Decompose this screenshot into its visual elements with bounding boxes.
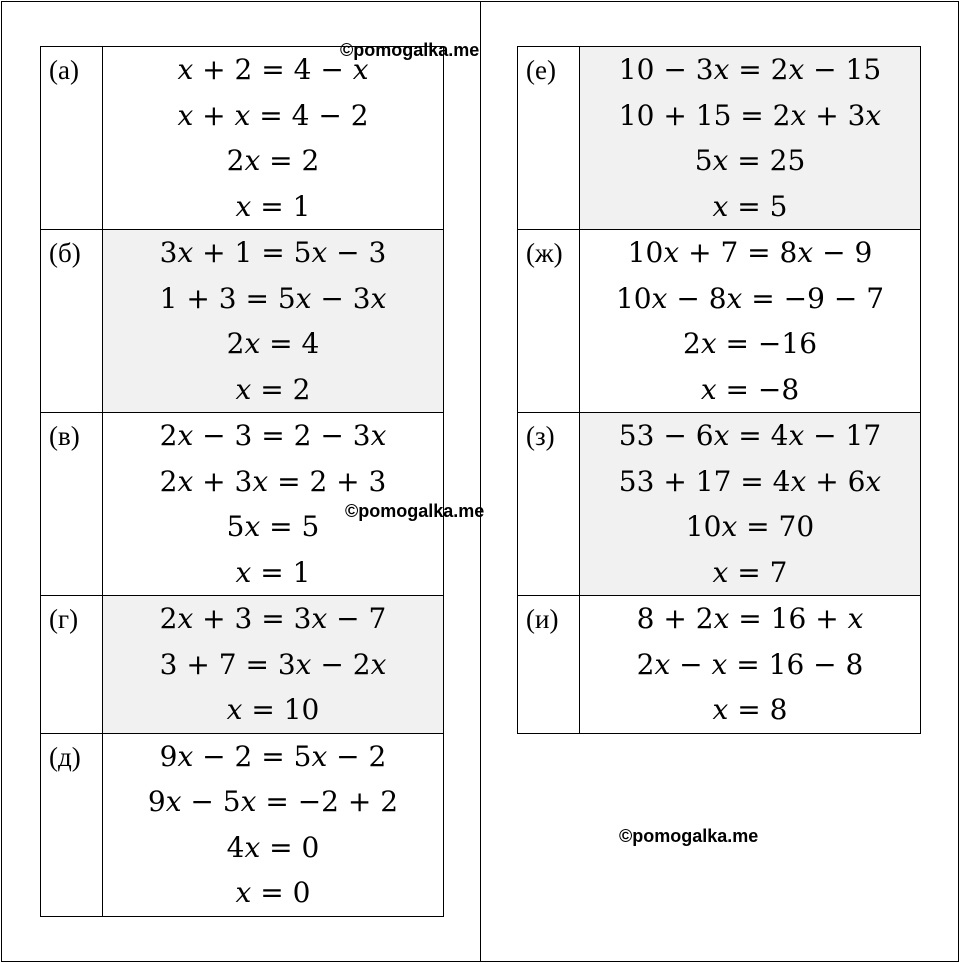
- equation-line: 4x = 0: [226, 830, 320, 864]
- equation-line: x = 10: [226, 693, 320, 726]
- left-table-body: [41, 47, 444, 917]
- solution-row: [518, 47, 921, 230]
- right-table-body: [518, 47, 921, 734]
- equation-steps: [580, 413, 921, 596]
- equation-line: 2x − x = 16 − 8: [636, 647, 864, 681]
- item-label: (д): [41, 733, 103, 916]
- equation-steps: [103, 733, 444, 916]
- equation-line: x + 2 = 4 − x: [177, 53, 369, 86]
- equation-line: x = 7: [712, 555, 788, 589]
- equation-line: 8 + 2x = 16 + x: [636, 602, 864, 635]
- equation-line: 3x + 1 = 5x − 3: [159, 236, 387, 269]
- equation-line: 10 − 3x = 2x − 15: [618, 53, 882, 86]
- item-label: (б): [41, 230, 103, 413]
- equation-line: 2x = −16: [682, 327, 818, 360]
- column-divider: [480, 1, 481, 962]
- equation-steps: [103, 230, 444, 413]
- equation-line: x = 1: [235, 555, 311, 589]
- solution-row: [518, 596, 921, 734]
- item-label: (е): [518, 47, 580, 230]
- solution-row: [41, 733, 444, 916]
- solution-row: [41, 596, 444, 734]
- equation-line: 9x − 2 = 5x − 2: [159, 739, 387, 773]
- item-label: (а): [41, 47, 103, 230]
- item-label: (г): [41, 596, 103, 734]
- equation-steps: [580, 47, 921, 230]
- equation-line: 1 + 3 = 5x − 3x: [159, 281, 387, 315]
- equation-line: 3 + 7 = 3x − 2x: [159, 647, 387, 681]
- solution-row: [41, 230, 444, 413]
- solution-row: [41, 47, 444, 230]
- item-label: (з): [518, 413, 580, 596]
- right-solutions-table: [517, 46, 921, 734]
- equation-line: 2x = 2: [226, 144, 320, 177]
- item-label: (в): [41, 413, 103, 596]
- equation-line: 53 − 6x = 4x − 17: [618, 419, 882, 452]
- equation-line: 5x = 5: [226, 510, 320, 543]
- watermark-top: ©pomogalka.me: [340, 40, 480, 60]
- equation-line: 10x − 8x = −9 − 7: [615, 281, 885, 315]
- equation-line: x + x = 4 − 2: [177, 98, 369, 132]
- equation-line: 10 + 15 = 2x + 3x: [618, 98, 882, 132]
- equation-line: x = 2: [235, 372, 311, 406]
- equation-steps: [580, 596, 921, 734]
- equation-line: x = 0: [235, 876, 311, 909]
- watermark-bottom: ©pomogalka.me: [619, 826, 759, 846]
- watermark-middle: ©pomogalka.me: [345, 501, 485, 521]
- equation-line: x = −8: [700, 372, 800, 406]
- equation-steps: [103, 596, 444, 734]
- equation-steps: [103, 47, 444, 230]
- left-solutions-table: [40, 46, 444, 917]
- item-label: (и): [518, 596, 580, 734]
- item-label: (ж): [518, 230, 580, 413]
- solution-row: [518, 230, 921, 413]
- equation-line: 2x − 3 = 2 − 3x: [159, 419, 387, 452]
- equation-line: 10x = 70: [685, 510, 815, 543]
- equation-line: x = 1: [235, 189, 311, 223]
- equation-line: 2x + 3 = 3x − 7: [159, 602, 387, 635]
- equation-line: 2x = 4: [226, 327, 320, 360]
- solution-row: [518, 413, 921, 596]
- equation-steps: [580, 230, 921, 413]
- equation-line: x = 8: [712, 693, 788, 726]
- equation-line: 5x = 25: [694, 144, 806, 177]
- equation-line: 2x + 3x = 2 + 3: [159, 464, 387, 498]
- equation-line: 9x − 5x = −2 + 2: [147, 785, 399, 818]
- equation-line: 10x + 7 = 8x − 9: [627, 236, 873, 269]
- equation-line: x = 5: [712, 189, 788, 223]
- equation-line: 53 + 17 = 4x + 6x: [618, 464, 882, 498]
